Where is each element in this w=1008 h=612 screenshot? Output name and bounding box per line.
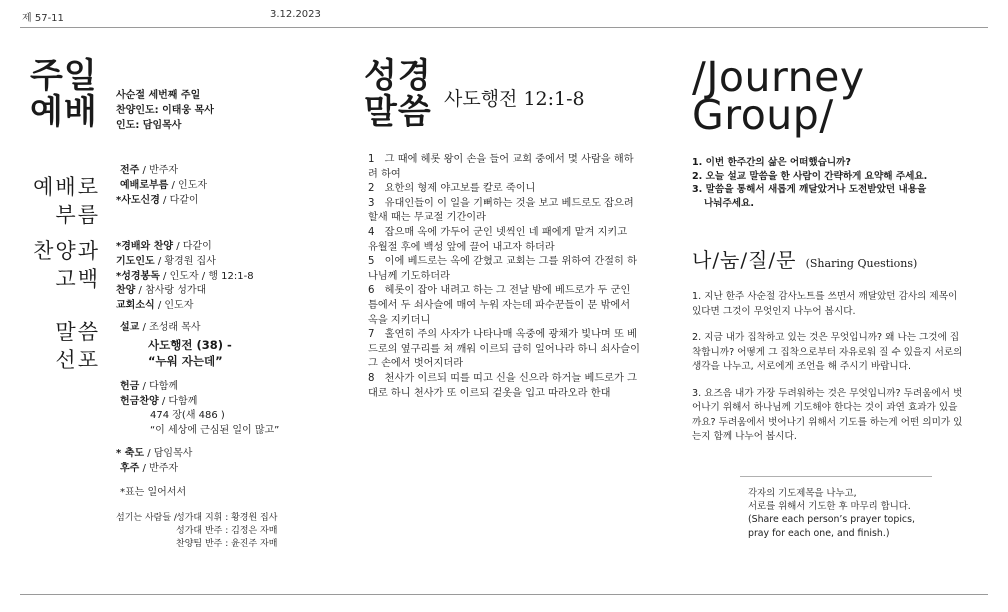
verse: 3 유대인들이 이 일을 기뻐하는 것을 보고 베드로도 잡으려 할새 때는 무교절 기간이라 (368, 197, 634, 224)
sharing-title: 나/눔/질/문 (692, 248, 797, 272)
section-title-sermon: 말씀 선포 (55, 320, 100, 372)
worship-subtitle: 사순절 세번째 주일 (116, 90, 201, 101)
servers-list: 성가대 지휘 : 황경원 집사 성가대 반주 : 김정은 자매 찬양팀 반주 : 윤진주 자매 (176, 513, 278, 549)
servers-label: 섬기는 사람들 / (116, 513, 177, 523)
issue-number: 제 57-11 (22, 13, 64, 24)
stand-note: *표는 일어서서 (120, 487, 187, 498)
order-item: *경배와 찬양 / 다같이 (116, 241, 212, 252)
journey-group-title: /Journey Group/ (692, 53, 865, 139)
verse: 1 그 때에 헤롯 왕이 손을 들어 교회 중에서 몇 사람을 해하려 하여 (368, 154, 634, 180)
top-divider (20, 27, 988, 28)
order-item: 교회소식 / 인도자 (116, 300, 194, 312)
order-item: 예배로부름 / 인도자 (120, 180, 208, 191)
order-item: 전주 / 반주자 (120, 165, 179, 176)
sharing-question: 3. 요즈음 내가 가장 두려워하는 것은 무엇입니까? 두려움에서 벗어나기 위해서 하나님께 기도해야 한다는 것이 과연 효과가 있을까요? 두려움에서 벗어나기 위해서 기도를 하는게 어떤 의미가 있는지 함께 나누어 봅시다. (692, 387, 963, 442)
section-items-praise (116, 240, 254, 314)
verse: 8 천사가 이르되 띠를 띠고 신을 신으라 하거늘 베드로가 그대로 하니 천사가 또 이르되 겉옷을 입고 따라오라 한대 (368, 372, 637, 399)
section-items-call (116, 163, 208, 208)
verse: 2 요한의 형제 야고보를 칼로 죽이니 (368, 183, 536, 195)
order-item: *성경봉독 / 인도자 / 행 12:1-8 (116, 270, 254, 282)
verse: 6 헤롯이 잡아 내려고 하는 그 전날 밤에 베드로가 두 군인 틈에서 두 쇠사슬에 매여 누워 자는데 파수꾼들이 문 밖에서 옥을 지키더니 (368, 285, 631, 326)
offering-block (120, 380, 197, 409)
service-leader: 인도: 담임목사 (116, 120, 182, 131)
order-item: *사도신경 / 다같이 (116, 195, 199, 206)
journey-steps: 1. 이번 한주간의 삶은 어떠했습니까? 2. 오늘 설교 말씀을 한 사람이 간략하게 요약해 주세요. 3. 말씀을 통해서 새롭게 깨달았거나 도전받았던 내용을 나눠주세요. (692, 157, 928, 209)
order-item: 헌금찬양 / 다함께 (120, 395, 198, 407)
offering-hymn: 474 장(새 486 ) “이 세상에 근심된 일이 많고” (150, 410, 280, 436)
scripture-verses (368, 153, 640, 401)
order-item: 후주 / 반주자 (120, 463, 179, 474)
scripture-reference: 사도행전 12:1-8 (444, 88, 585, 110)
verse: 5 이에 베드로는 옥에 갇혔고 교회는 그를 위하여 간절히 하나님께 기도하더라 (368, 256, 637, 282)
bottom-divider (20, 594, 988, 595)
sharing-questions (692, 290, 964, 457)
closing-divider (740, 476, 932, 477)
scripture-title: 성경 말씀 (364, 56, 432, 132)
closing-instructions: 각자의 기도제목을 나누고, 서로를 위해서 기도한 후 마무리 합니다. (Share each person’s prayer topics, pray for each one, and finish.) (748, 488, 915, 539)
section-title-praise-confession: 찬양과 고백 (33, 239, 100, 291)
order-item: 헌금 / 다함께 (120, 381, 179, 392)
order-item: 찬양 / 참사랑 성가대 (116, 285, 207, 297)
sharing-question: 2. 지금 내가 집착하고 있는 것은 무엇입니까? 왜 나는 그것에 집착합니까? 어떻게 그 집착으로부터 자유로워 질 수 있을지 서로의 생각을 나누고, 서로에게 조언을 해 주시기 바랍니다. (692, 332, 963, 372)
sharing-question: 1. 지난 한주 사순절 감사노트를 쓰면서 깨달았던 감사의 제목이 있다면 그것이 무엇인지 나누어 봅시다. (692, 291, 958, 317)
order-item: * 축도 / 담임목사 (116, 448, 193, 459)
order-item: 기도인도 / 황경원 집사 (116, 255, 216, 267)
closing-block (116, 446, 192, 476)
section-title-call-to-worship: 예배로 부름 (33, 175, 100, 227)
order-item: 설교 / 조성래 목사 (120, 322, 201, 333)
sermon-block (120, 320, 201, 335)
sermon-title: 사도행전 (38) - “누워 자는데” (148, 338, 232, 368)
verse: 7 홀연히 주의 사자가 나타나매 옥중에 광채가 빛나며 또 베드로의 옆구리를 쳐 깨워 이르되 급히 일어나라 하니 쇠사슬이 그 손에서 벗어지더라 (368, 329, 640, 370)
worship-title: 주일 예배 (30, 56, 98, 132)
sharing-subtitle: (Sharing Questions) (805, 257, 918, 270)
worship-info (116, 88, 214, 133)
sharing-heading (692, 244, 917, 273)
verse: 4 잡으매 옥에 가두어 군인 넷씩인 네 패에게 맡겨 지키고 유월절 후에 백성 앞에 끌어 내고자 하더라 (368, 226, 628, 253)
praise-leader: 찬양인도: 이태웅 목사 (116, 105, 214, 116)
bulletin-date: 3.12.2023 (270, 9, 321, 20)
